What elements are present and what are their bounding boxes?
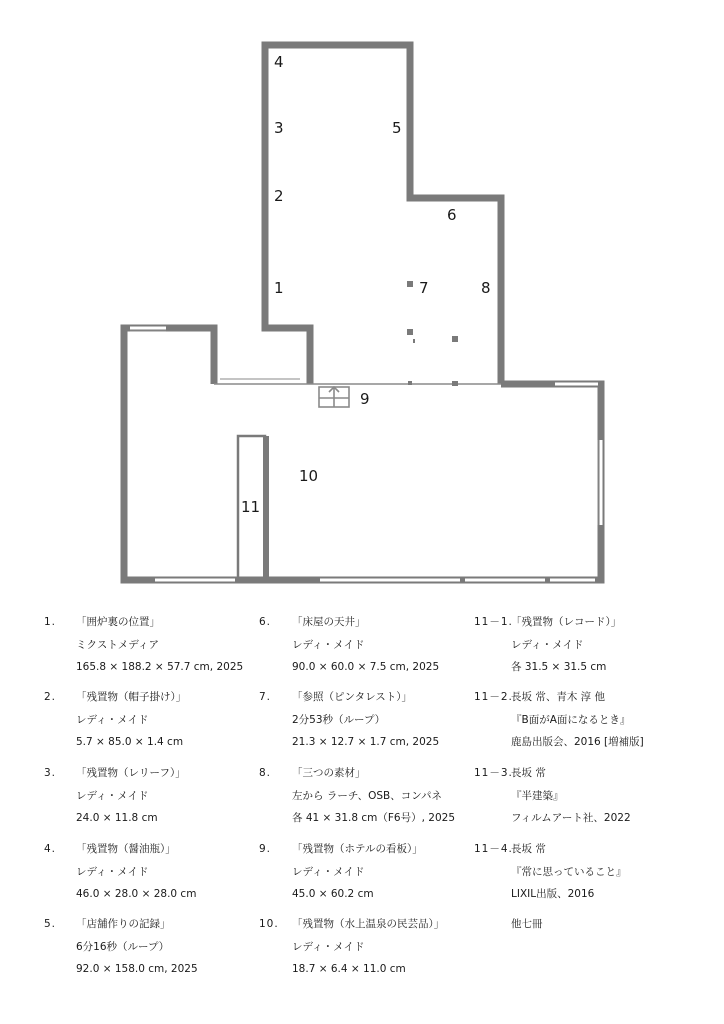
plan-label-5: 5 <box>392 119 402 137</box>
plan-label-4: 4 <box>274 53 284 71</box>
marker-square <box>407 329 413 335</box>
plan-label-10: 10 <box>299 467 319 485</box>
plan-label-3: 3 <box>274 119 284 137</box>
plan-label-6: 6 <box>447 206 457 224</box>
stair-symbol <box>319 387 349 407</box>
plan-label-2: 2 <box>274 187 284 205</box>
plan-label-1: 1 <box>274 279 284 297</box>
marker-square <box>407 281 413 287</box>
plan-label-11: 11 <box>241 498 261 516</box>
plan-label-7: 7 <box>419 279 429 297</box>
wall-upper-wing <box>265 45 501 384</box>
marker-square <box>452 336 458 342</box>
plan-label-8: 8 <box>481 279 491 297</box>
wall-alcove <box>124 328 601 580</box>
plan-label-9: 9 <box>360 390 370 408</box>
